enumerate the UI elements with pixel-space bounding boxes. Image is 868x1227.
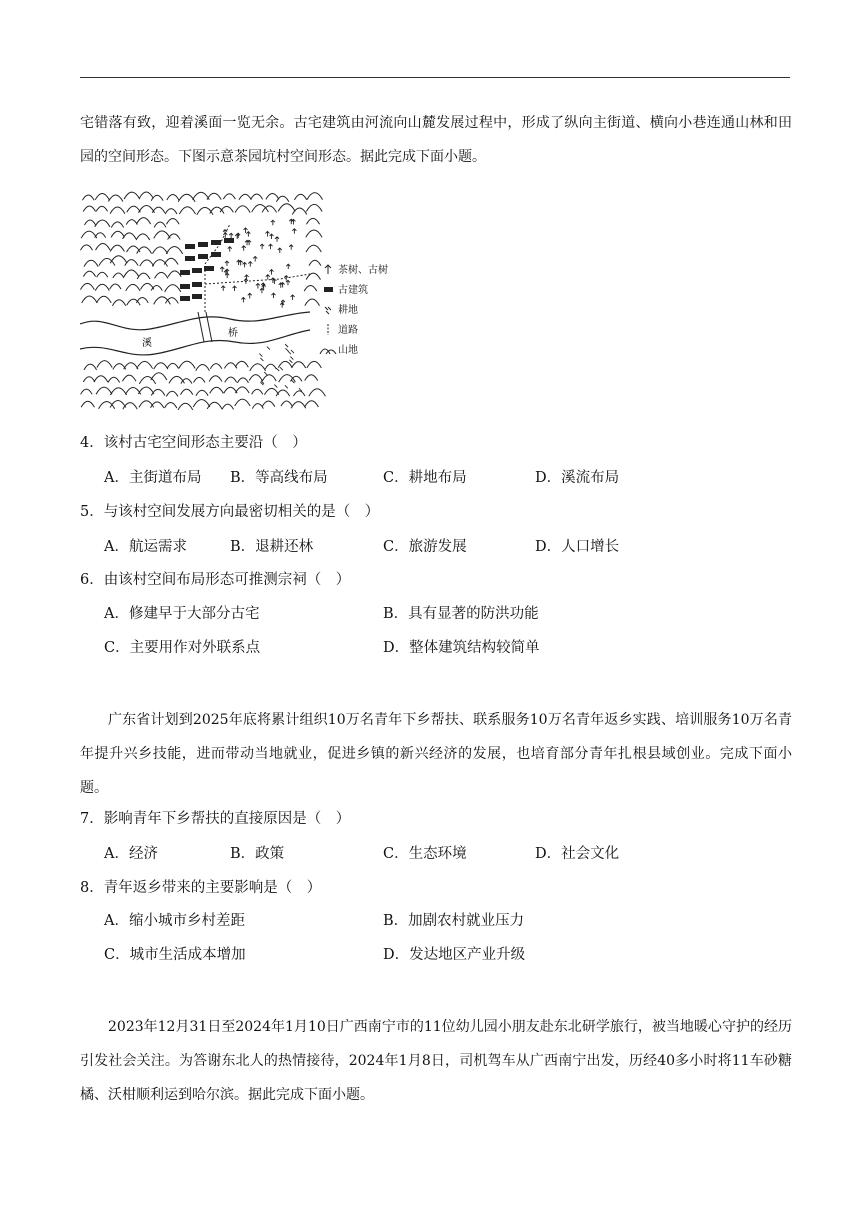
q7-option-a[interactable]: A．经济 — [104, 846, 158, 862]
village-map — [80, 184, 410, 412]
stream-label: 溪 — [142, 338, 152, 349]
passage-3: 2023年12月31日至2024年1月10日广西南宁市的11位幼儿园小朋友赴东北研学旅行，被当地暖心守护的经历引发社会关注。为答谢东北人的热情接待，2024年1月8日，司机驾车从广西南宁出发，历经40多小时将11车砂糖橘、沃柑顺利运到哈尔滨。据此完成下面小题。 — [80, 1019, 792, 1103]
q4-option-c[interactable]: C．耕地布局 — [383, 470, 467, 486]
svg-text:耕地: 耕地 — [338, 305, 358, 316]
q6-option-a[interactable]: A．修建早于大部分古宅 — [104, 606, 260, 622]
q4-option-d[interactable]: D．溪流布局 — [535, 470, 620, 486]
q8-option-d[interactable]: D．发达地区产业升级 — [383, 947, 526, 963]
intro-paragraph: 宅错落有致，迎着溪面一览无余。古宅建筑由河流向山麓发展过程中，形成了纵向主街道、横向小巷连通山林和田园的空间形态。下图示意茶园坑村空间形态。据此完成下面小题。 — [80, 115, 792, 165]
q5-option-b[interactable]: B．退耕还林 — [230, 539, 314, 555]
header-rule — [80, 77, 790, 78]
q5-option-a[interactable]: A．航运需求 — [104, 539, 187, 555]
q8-option-a[interactable]: A．缩小城市乡村差距 — [104, 913, 245, 929]
q6-option-b[interactable]: B．具有显著的防洪功能 — [383, 606, 539, 622]
q5-option-d[interactable]: D．人口增长 — [535, 539, 620, 555]
question-6-stem: 6．由该村空间布局形态可推测宗祠（ ） — [80, 572, 351, 588]
bridge-label: 桥 — [228, 328, 238, 339]
q8-option-c[interactable]: C．城市生活成本增加 — [104, 947, 246, 963]
q8-option-b[interactable]: B．加剧农村就业压力 — [383, 913, 525, 929]
svg-text:道路: 道路 — [338, 325, 358, 336]
svg-text:古建筑: 古建筑 — [338, 285, 368, 296]
q7-option-d[interactable]: D．社会文化 — [535, 846, 620, 862]
passage-2: 广东省计划到2025年底将累计组织10万名青年下乡帮扶、联系服务10万名青年返乡实践、培训服务10万名青年提升兴乡技能，进而带动当地就业，促进乡镇的新兴经济的发展，也培育部分青年扎根县域创业。完成下面小题。 — [80, 712, 792, 796]
q4-option-a[interactable]: A．主街道布局 — [104, 470, 202, 486]
q6-option-d[interactable]: D．整体建筑结构较简单 — [383, 640, 540, 656]
question-5-stem: 5．与该村空间发展方向最密切相关的是（ ） — [80, 504, 380, 520]
svg-text:山地: 山地 — [338, 345, 358, 356]
building-icon — [324, 287, 333, 292]
question-7-stem: 7．影响青年下乡帮扶的直接原因是（ ） — [80, 811, 351, 827]
q4-option-b[interactable]: B．等高线布局 — [230, 470, 328, 486]
q6-option-c[interactable]: C．主要用作对外联系点 — [104, 640, 261, 656]
q7-option-c[interactable]: C．生态环境 — [383, 846, 467, 862]
question-8-stem: 8．青年返乡带来的主要影响是（ ） — [80, 880, 322, 896]
q5-option-c[interactable]: C．旅游发展 — [383, 539, 467, 555]
q7-option-b[interactable]: B．政策 — [230, 846, 285, 862]
question-4-stem: 4．该村古宅空间形态主要沿（ ） — [80, 435, 307, 451]
svg-text:茶树、古树: 茶树、古树 — [338, 265, 388, 276]
